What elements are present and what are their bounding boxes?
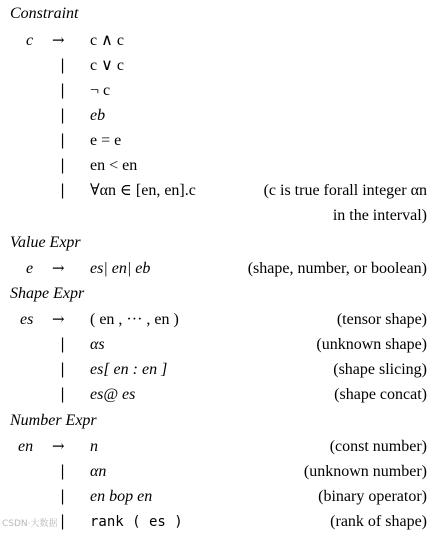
shape-rule-3-comment: (shape slicing): [333, 361, 427, 378]
number-rule-2: αn: [90, 463, 107, 480]
constraint-rule-5: e = e: [90, 132, 122, 149]
constraint-rule-4: eb: [90, 107, 106, 124]
number-rule-1-comment: (const number): [329, 438, 427, 455]
watermark: CSDN·大数据: [2, 519, 58, 529]
constraint-rule-3: ¬ c: [90, 82, 111, 99]
number-rule-4: rank ( es ): [90, 514, 183, 530]
alt-bar: |: [60, 335, 66, 353]
arrow-symbol: →: [52, 31, 65, 49]
shape-rule-4-comment: (shape concat): [334, 386, 427, 403]
alt-bar: |: [60, 106, 66, 124]
alt-bar: |: [60, 385, 66, 403]
alt-bar: |: [60, 462, 66, 480]
constraint-rule-6: en < en: [90, 157, 138, 174]
value-expr-rule: es| en| eb: [90, 260, 151, 277]
number-rule-4-comment: (rank of shape): [330, 513, 427, 530]
alt-bar: |: [60, 512, 66, 530]
number-rule-1: n: [90, 438, 98, 455]
alt-bar: |: [60, 487, 66, 505]
shape-rule-4: es@ es: [90, 386, 136, 403]
arrow-symbol: →: [52, 259, 65, 277]
arrow-symbol: →: [52, 310, 65, 328]
shape-rule-2-comment: (unknown shape): [316, 336, 427, 353]
alt-bar: |: [60, 156, 66, 174]
shape-rule-1-comment: (tensor shape): [336, 311, 427, 328]
alt-bar: |: [60, 131, 66, 149]
value-expr-comment: (shape, number, or boolean): [247, 260, 427, 277]
number-rule-3-comment: (binary operator): [318, 488, 427, 505]
constraint-rule-2: c ∨ c: [90, 57, 124, 74]
number-expr-lhs: en: [18, 438, 34, 455]
constraint-comment-line2: in the interval): [332, 207, 427, 224]
shape-rule-2: αs: [90, 336, 105, 353]
arrow-symbol: →: [52, 437, 65, 455]
constraint-rule-1: c ∧ c: [90, 32, 124, 49]
alt-bar: |: [60, 360, 66, 378]
value-expr-lhs: e: [26, 260, 34, 277]
constraint-rule-7: ∀αn ∈ [en, en].c: [90, 182, 196, 199]
constraint-lhs: c: [26, 32, 34, 49]
section-number-expr: Number Expr: [10, 412, 97, 429]
section-shape-expr: Shape Expr: [10, 285, 85, 302]
shape-rule-1: ( en , ··· , en ): [90, 311, 179, 328]
section-value-expr: Value Expr: [10, 234, 81, 251]
shape-rule-3: es[ en : en ]: [90, 361, 168, 378]
section-constraint: Constraint: [10, 5, 79, 22]
alt-bar: |: [60, 81, 66, 99]
alt-bar: |: [60, 181, 66, 199]
alt-bar: |: [60, 56, 66, 74]
constraint-comment-line1: (c is true forall integer αn: [263, 182, 427, 199]
number-rule-2-comment: (unknown number): [303, 463, 427, 480]
shape-expr-lhs: es: [20, 311, 34, 328]
number-rule-3: en bop en: [90, 488, 153, 505]
